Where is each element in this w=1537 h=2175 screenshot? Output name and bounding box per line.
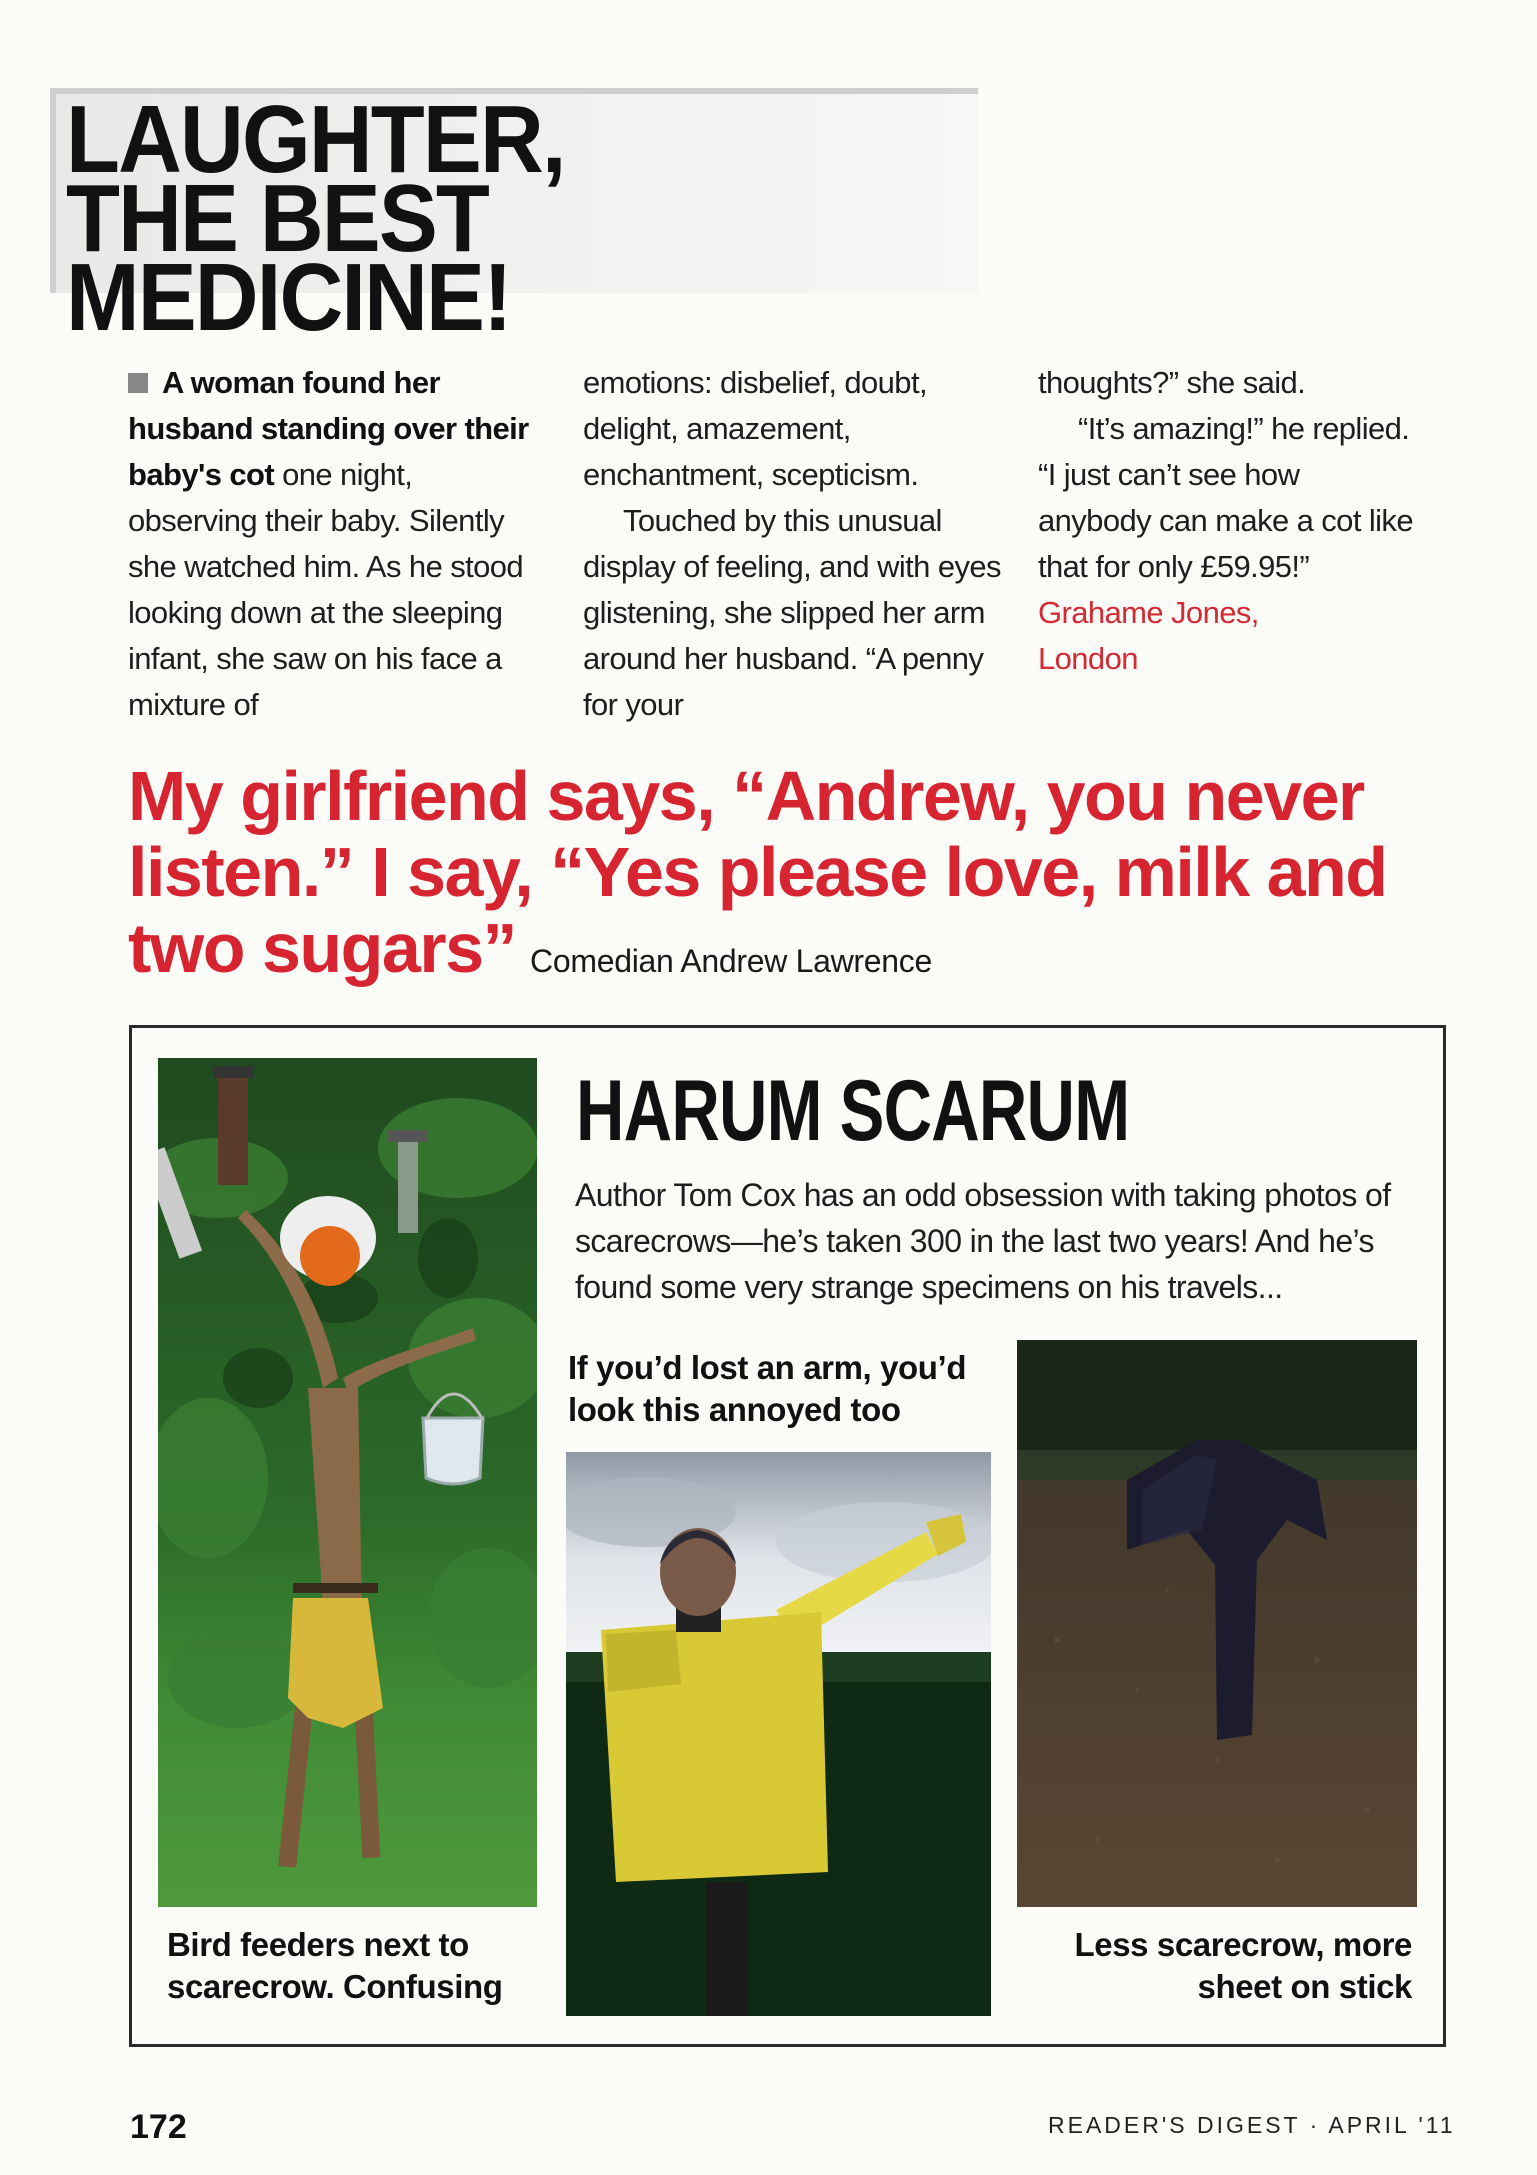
article-lead: A woman found her husband standing over their baby's cot [128, 365, 529, 492]
article-text: “It’s amazing!” he replied. “I just can’t see how anybody can make a cot like that for only £59.95!” [1038, 411, 1413, 584]
article-text: emotions: disbelief, doubt, delight, amazement, enchantment, scepticism. [583, 365, 927, 492]
article-column-1 [128, 360, 548, 728]
square-bullet-icon [128, 373, 148, 393]
article-credit-name: Grahame Jones, [1038, 595, 1259, 630]
page-number: 172 [130, 2108, 187, 2146]
page-title-line-2: THE BEST MEDICINE! [66, 165, 511, 351]
photo-caption-bird-feeders: Bird feeders next to scarecrow. Confusing [167, 1926, 503, 2005]
page-title [66, 86, 949, 351]
pull-quote [128, 758, 1458, 999]
box-title: HARUM SCARUM [576, 1063, 1130, 1159]
page-title-line-1: LAUGHTER, [66, 86, 565, 193]
scarecrow-photo-one-arm [566, 1452, 991, 2016]
scarecrow-photo-sheet-on-stick [1017, 1340, 1417, 1907]
article-column-2 [583, 360, 1003, 728]
article-column-3 [1038, 360, 1418, 682]
article-text: thoughts?” she said. [1038, 365, 1306, 400]
pull-quote-text: My girlfriend says, “Andrew, you never listen.” I say, “Yes please love, milk and two sugars” [128, 757, 1387, 987]
pull-quote-attribution: Comedian Andrew Lawrence [530, 943, 932, 979]
scarecrow-photo-bird-feeders [158, 1058, 537, 1907]
article-credit-place: London [1038, 641, 1138, 676]
article-text: one night, observing their baby. Silently she watched him. As he stood looking down at the sleeping infant, she saw on his face a mixture of [128, 457, 524, 722]
box-intro: Author Tom Cox has an odd obsession with taking photos of scarecrows—he’s taken 300 in the last two years! And he’s found some very strange specimens on his travels... [575, 1177, 1391, 1305]
publication-footer: READER'S DIGEST · APRIL '11 [1048, 2112, 1456, 2138]
photo-caption-one-arm: If you’d lost an arm, you’d look this annoyed too [568, 1349, 967, 1428]
article-text: Touched by this unusual display of feeling, and with eyes glistening, she slipped her arm around her husband. “A penny for your [583, 503, 1001, 722]
photo-caption-sheet-on-stick: Less scarecrow, more sheet on stick [1074, 1926, 1412, 2005]
